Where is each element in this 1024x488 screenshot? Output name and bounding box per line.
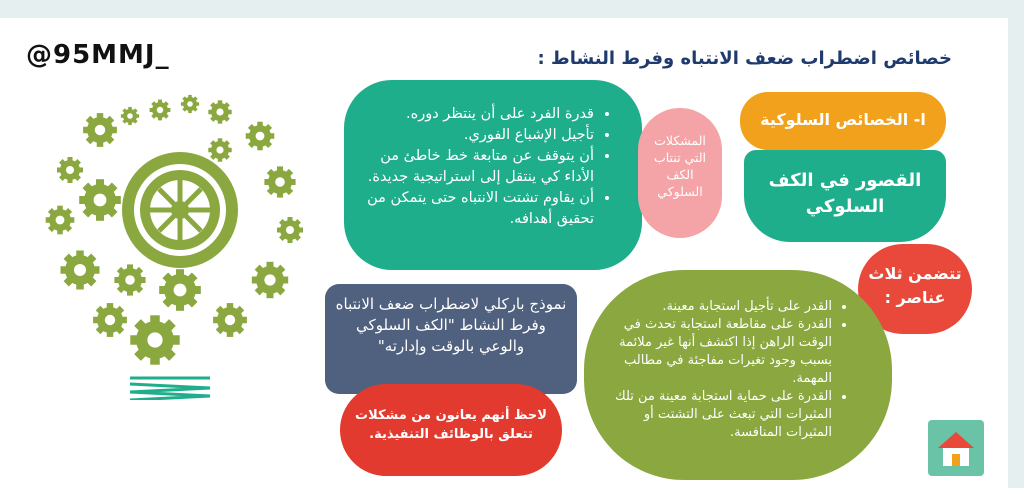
inhibition-deficit-box: القصور في الكف السلوكي: [744, 150, 946, 242]
executive-functions-note: لاحظ أنهم يعانون من مشكلات تتعلق بالوظائف التنفيذية.: [340, 384, 562, 476]
problems-box: المشكلات التي تنتاب الكف السلوكي: [638, 108, 722, 238]
account-handle: @95MMJ_: [26, 40, 170, 70]
list-item: • أن يقاوم تشتت الانتباه حتى يتمكن من تحقيق أهدافه.: [358, 188, 594, 230]
page-title: خصائص اضطراب ضعف الانتباه وفرط النشاط :: [537, 48, 952, 69]
list-item: • القدرة على مقاطعة استجابة تحدث في الوقت الراهن إذا اكتشف أنها غير ملائمة بسبب وجود تغيرات مفاجئة في مطالب المهمة.: [610, 316, 832, 388]
behavioral-characteristics-box: ا- الخصائص السلوكية: [740, 92, 946, 150]
top-bar: [0, 0, 1024, 18]
list-item: • قدرة الفرد على أن ينتظر دوره.: [358, 104, 594, 125]
list-item: • القدرة على حماية استجابة معينة من تلك المثيرات التي تبعث على التشتت أو المثيرات المنافسة.: [610, 388, 832, 442]
home-icon: [928, 420, 984, 476]
list-item: • أن يتوقف عن متابعة خط خاطئ من الأداء كي ينتقل إلى استراتيجية جديدة.: [358, 146, 594, 188]
right-edge-band: [1008, 0, 1024, 488]
three-elements-box: تتضمن ثلاث عناصر :: [858, 244, 972, 334]
delay-abilities-box: [344, 80, 642, 270]
list-item: • تأجيل الإشباع الفوري.: [358, 125, 594, 146]
gears-lightbulb-icon: [40, 90, 340, 400]
elements-list-box: [584, 270, 892, 480]
home-button[interactable]: [928, 420, 984, 476]
list-item: • القدر على تأجيل استجابة معينة.: [610, 298, 832, 316]
barkley-model-box: نموذج باركلي لاضطراب ضعف الانتباه وفرط النشاط "الكف السلوكي والوعي بالوقت وإدارته": [325, 284, 577, 394]
